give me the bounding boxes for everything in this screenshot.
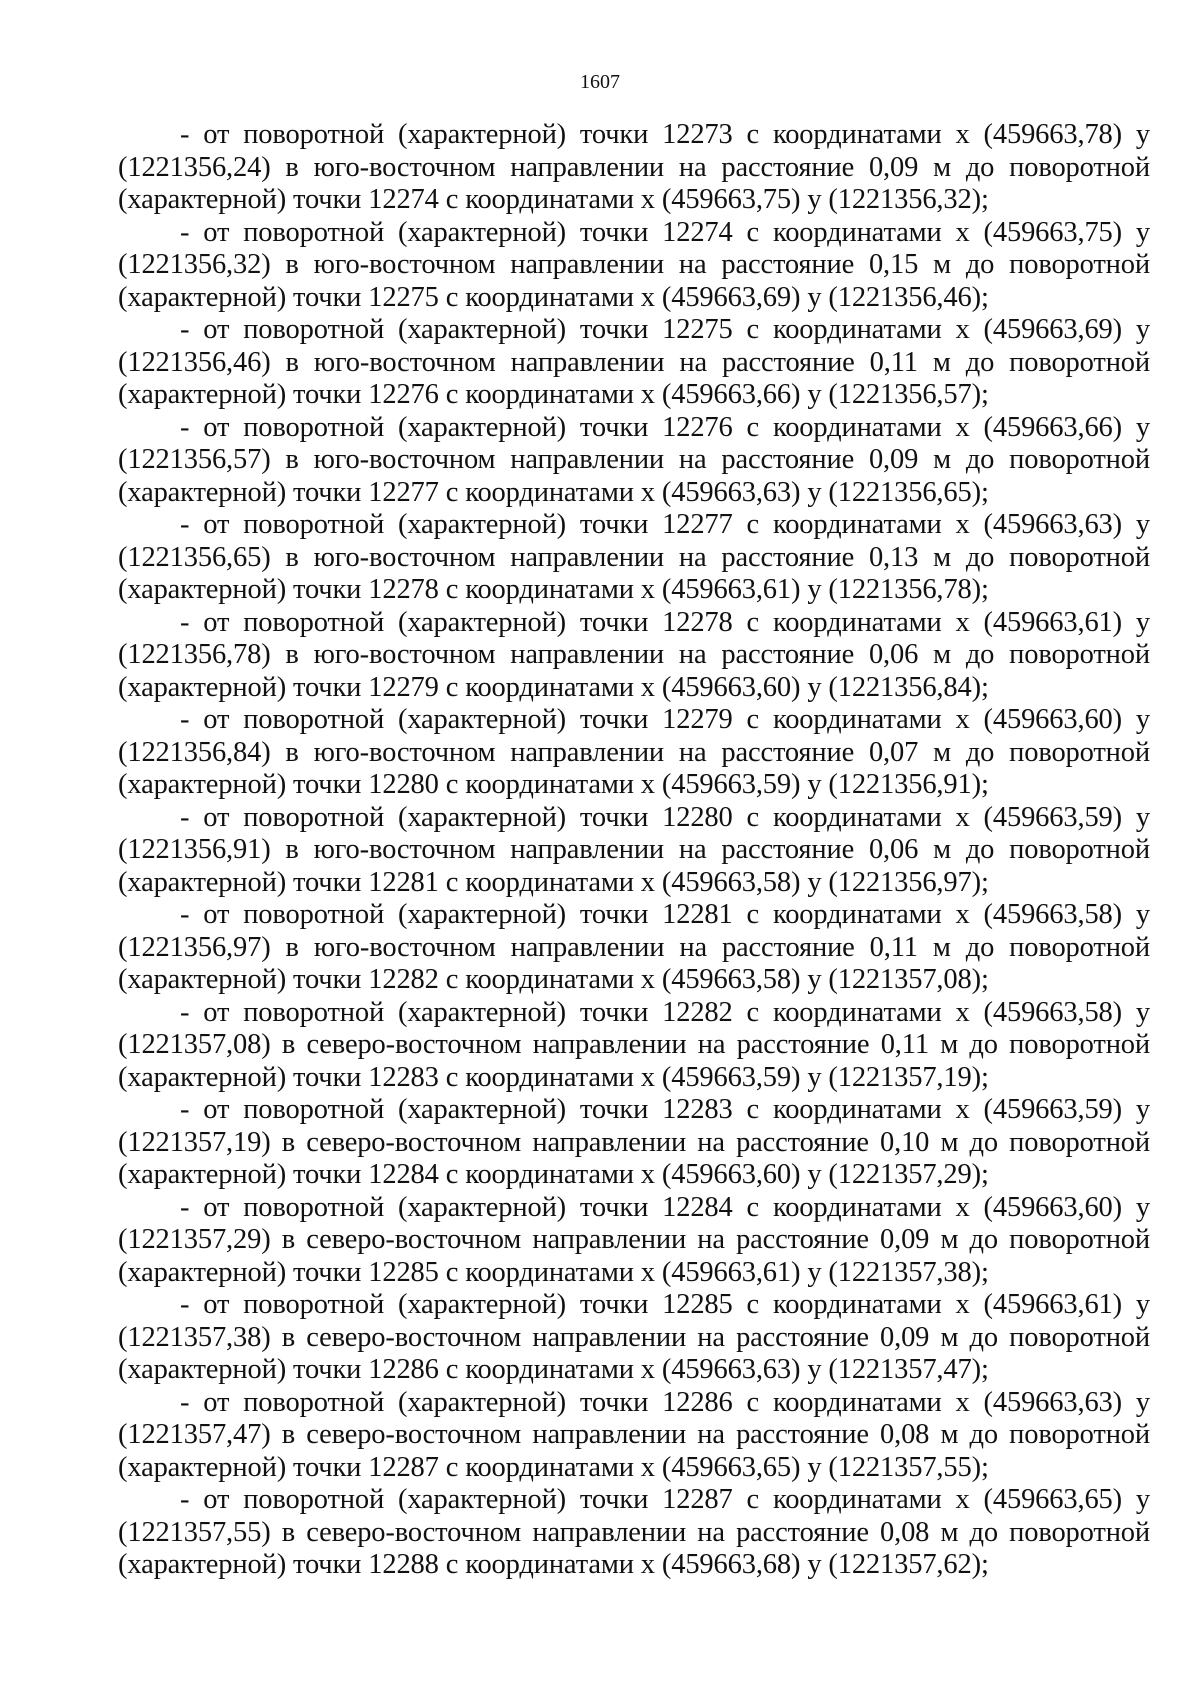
boundary-entry: - от поворотной (характерной) точки 12287 с координатами х (459663,65) у (1221357,55) в северо-восточном направлении на расстояние 0,08 м до поворотной (характерной) точки 12288 с координатами х (459663,68) у (1221357,62);: [118, 1484, 1150, 1580]
boundary-entry: - от поворотной (характерной) точки 12281 с координатами х (459663,58) у (1221356,97) в юго-восточном направлении на расстояние 0,11 м до поворотной (характерной) точки 12282 с координатами х (459663,58) у (1221357,08);: [118, 899, 1150, 995]
boundary-entry: - от поворотной (характерной) точки 12275 с координатами х (459663,69) у (1221356,46) в юго-восточном направлении на расстояние 0,11 м до поворотной (характерной) точки 12276 с координатами х (459663,66) у (1221356,57);: [118, 314, 1150, 410]
page-number: 1607: [580, 71, 620, 93]
boundary-entry: - от поворотной (характерной) точки 12282 с координатами х (459663,58) у (1221357,08) в северо-восточном направлении на расстояние 0,11 м до поворотной (характерной) точки 12283 с координатами х (459663,59) у (1221357,19);: [118, 996, 1150, 1093]
boundary-entry: - от поворотной (характерной) точки 12274 с координатами х (459663,75) у (1221356,32) в юго-восточном направлении на расстояние 0,15 м до поворотной (характерной) точки 12275 с координатами х (459663,69) у (1221356,46);: [118, 216, 1150, 313]
boundary-entry: - от поворотной (характерной) точки 12273 с координатами х (459663,78) у (1221356,24) в юго-восточном направлении на расстояние 0,09 м до поворотной (характерной) точки 12274 с координатами х (459663,75) у (1221356,32);: [118, 119, 1150, 215]
boundary-entry: - от поворотной (характерной) точки 12280 с координатами х (459663,59) у (1221356,91) в юго-восточном направлении на расстояние 0,06 м до поворотной (характерной) точки 12281 с координатами х (459663,58) у (1221356,97);: [118, 801, 1150, 898]
boundary-entry: - от поворотной (характерной) точки 12276 с координатами х (459663,66) у (1221356,57) в юго-восточном направлении на расстояние 0,09 м до поворотной (характерной) точки 12277 с координатами х (459663,63) у (1221356,65);: [118, 411, 1150, 508]
boundary-entry: - от поворотной (характерной) точки 12278 с координатами х (459663,61) у (1221356,78) в юго-восточном направлении на расстояние 0,06 м до поворотной (характерной) точки 12279 с координатами х (459663,60) у (1221356,84);: [118, 606, 1150, 703]
boundary-description: [118, 119, 1150, 1582]
boundary-entry: - от поворотной (характерной) точки 12283 с координатами х (459663,59) у (1221357,19) в северо-восточном направлении на расстояние 0,10 м до поворотной (характерной) точки 12284 с координатами х (459663,60) у (1221357,29);: [118, 1094, 1150, 1190]
boundary-entry: - от поворотной (характерной) точки 12277 с координатами х (459663,63) у (1221356,65) в юго-восточном направлении на расстояние 0,13 м до поворотной (характерной) точки 12278 с координатами х (459663,61) у (1221356,78);: [118, 509, 1150, 605]
boundary-entry: - от поворотной (характерной) точки 12285 с координатами х (459663,61) у (1221357,38) в северо-восточном направлении на расстояние 0,09 м до поворотной (характерной) точки 12286 с координатами х (459663,63) у (1221357,47);: [118, 1289, 1150, 1385]
boundary-entry: - от поворотной (характерной) точки 12279 с координатами х (459663,60) у (1221356,84) в юго-восточном направлении на расстояние 0,07 м до поворотной (характерной) точки 12280 с координатами х (459663,59) у (1221356,91);: [118, 704, 1150, 800]
boundary-entry: - от поворотной (характерной) точки 12286 с координатами х (459663,63) у (1221357,47) в северо-восточном направлении на расстояние 0,08 м до поворотной (характерной) точки 12287 с координатами х (459663,65) у (1221357,55);: [118, 1386, 1150, 1483]
boundary-entry: - от поворотной (характерной) точки 12284 с координатами х (459663,60) у (1221357,29) в северо-восточном направлении на расстояние 0,09 м до поворотной (характерной) точки 12285 с координатами х (459663,61) у (1221357,38);: [118, 1191, 1150, 1288]
